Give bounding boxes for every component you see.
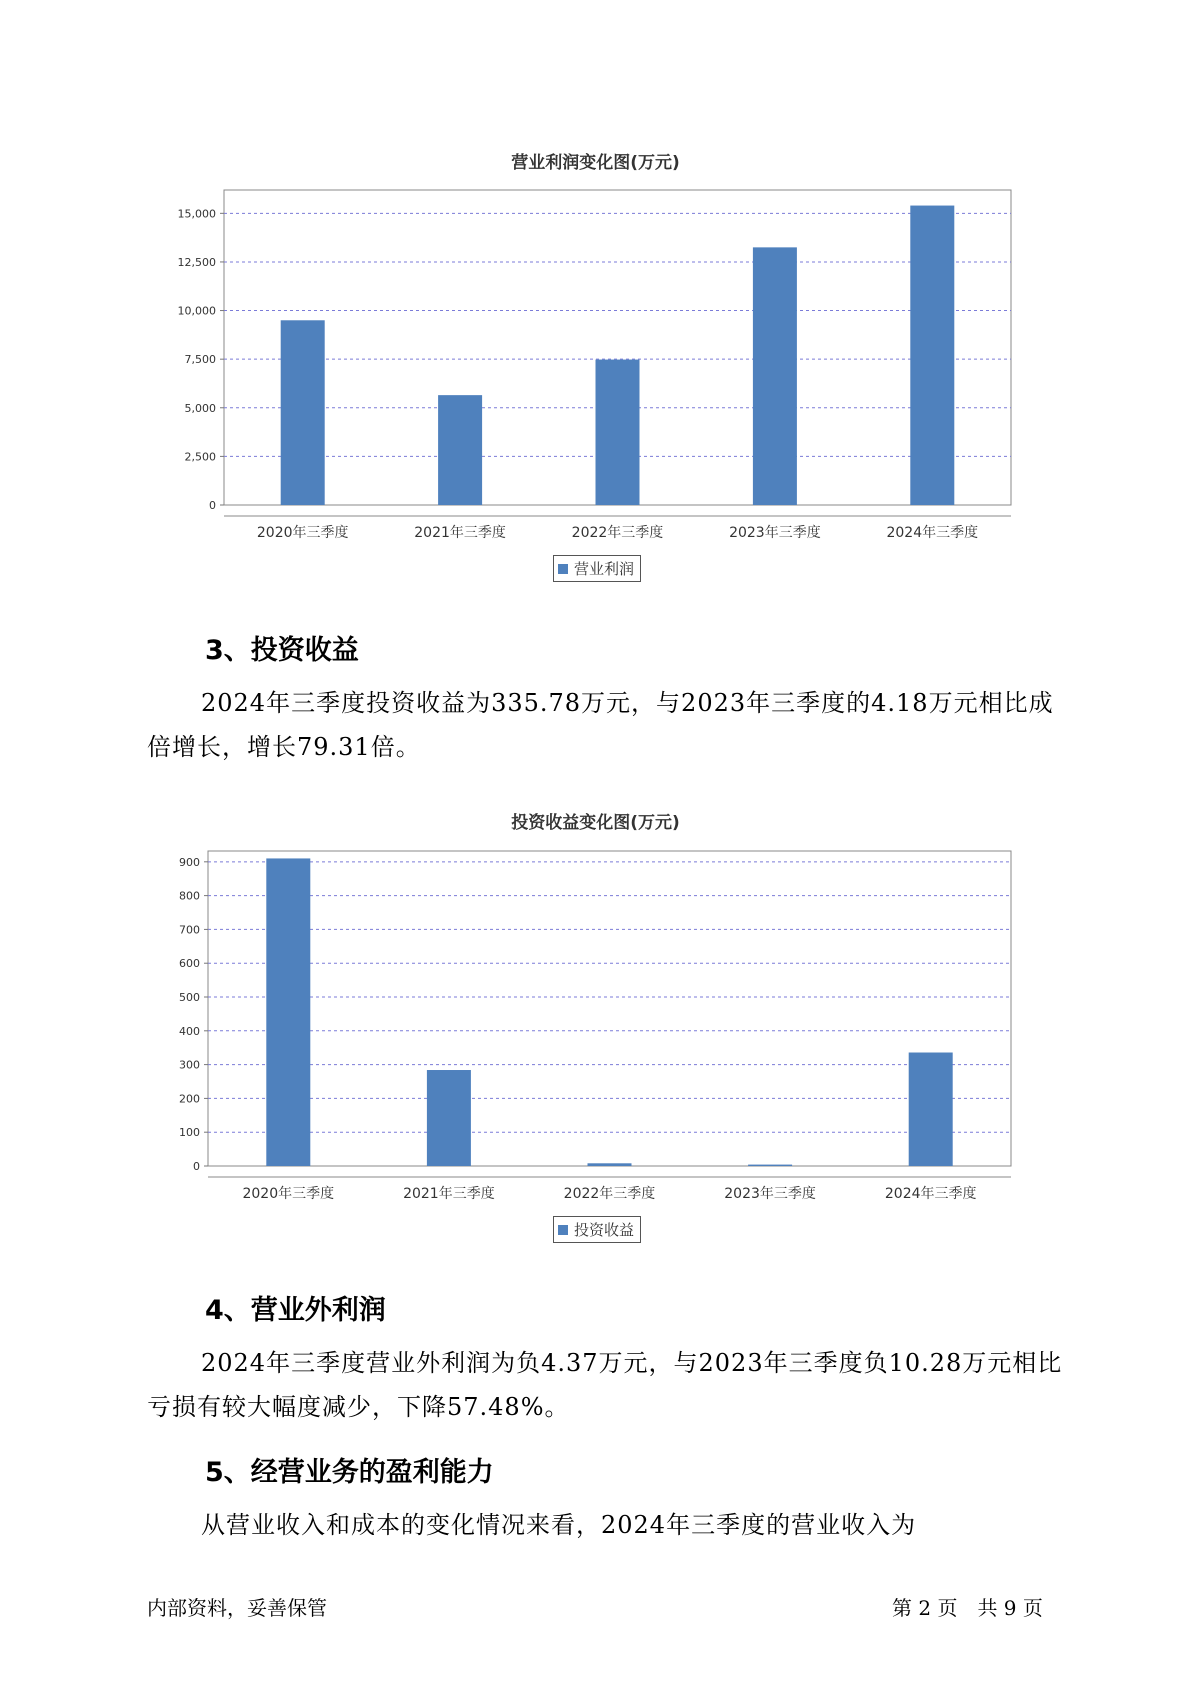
x-tick-label: 2022年三季度 (563, 1186, 656, 1202)
y-tick-label: 700 (179, 923, 200, 937)
paragraph-text: 2024年三季度投资收益为335.78万元，与2023年三季度的4.18万元相比成倍增长，增长79.31倍。 (147, 689, 1054, 761)
y-tick-label: 200 (179, 1092, 200, 1106)
y-tick-label: 15,000 (177, 207, 216, 221)
y-tick-label: 300 (179, 1058, 200, 1072)
y-tick-label: 2,500 (184, 450, 216, 464)
x-tick-label: 2024年三季度 (884, 1186, 977, 1202)
paragraph-non-operating-profit (147, 1341, 1067, 1429)
footer-confidential: 内部资料，妥善保管 (147, 1596, 327, 1620)
y-tick-label: 5,000 (184, 401, 216, 415)
x-tick-label: 2022年三季度 (571, 525, 664, 541)
section-heading-non-operating-profit: 4、营业外利润 (205, 1295, 386, 1326)
plot-frame (208, 851, 1011, 1166)
chart-title: 营业利润变化图(万元) (511, 153, 680, 173)
y-tick-label: 100 (179, 1126, 200, 1140)
bar (266, 858, 310, 1166)
y-tick-label: 800 (179, 889, 200, 903)
y-tick-label: 900 (179, 855, 200, 869)
x-tick-label: 2021年三季度 (414, 525, 506, 541)
y-tick-label: 0 (193, 1160, 200, 1173)
x-tick-label: 2023年三季度 (729, 525, 821, 541)
legend-label: 营业利润 (574, 560, 635, 578)
legend-swatch (558, 1225, 568, 1235)
paragraph-text: 从营业收入和成本的变化情况来看，2024年三季度的营业收入为 (201, 1511, 917, 1539)
y-tick-label: 500 (179, 991, 200, 1005)
y-tick-label: 600 (179, 957, 200, 971)
section-heading-investment-income: 3、投资收益 (205, 635, 359, 666)
x-tick-label: 2024年三季度 (886, 525, 979, 541)
legend-label: 投资收益 (574, 1221, 635, 1239)
x-tick-label: 2020年三季度 (256, 525, 349, 541)
section-heading-profitability: 5、经营业务的盈利能力 (205, 1457, 494, 1488)
footer-page-number: 第 2 页 共 9 页 (892, 1596, 1043, 1620)
chart-legend (553, 1216, 641, 1243)
y-tick-label: 12,500 (177, 255, 216, 269)
y-tick-label: 10,000 (177, 304, 216, 318)
x-tick-label: 2023年三季度 (724, 1186, 816, 1202)
y-tick-label: 7,500 (184, 353, 216, 367)
x-tick-label: 2020年三季度 (242, 1186, 335, 1202)
bar (427, 1070, 471, 1166)
bar (588, 1163, 632, 1166)
x-tick-label: 2021年三季度 (403, 1186, 495, 1202)
chart-title: 投资收益变化图(万元) (511, 813, 680, 833)
bar (748, 1165, 792, 1166)
bar (909, 1053, 953, 1166)
y-tick-label: 0 (209, 499, 216, 512)
paragraph-text: 2024年三季度营业外利润为负4.37万元，与2023年三季度负10.28万元相比亏损有较大幅度减少，下降57.48%。 (147, 1349, 1063, 1421)
y-tick-label: 400 (179, 1024, 200, 1038)
paragraph-profitability (147, 1503, 1067, 1547)
